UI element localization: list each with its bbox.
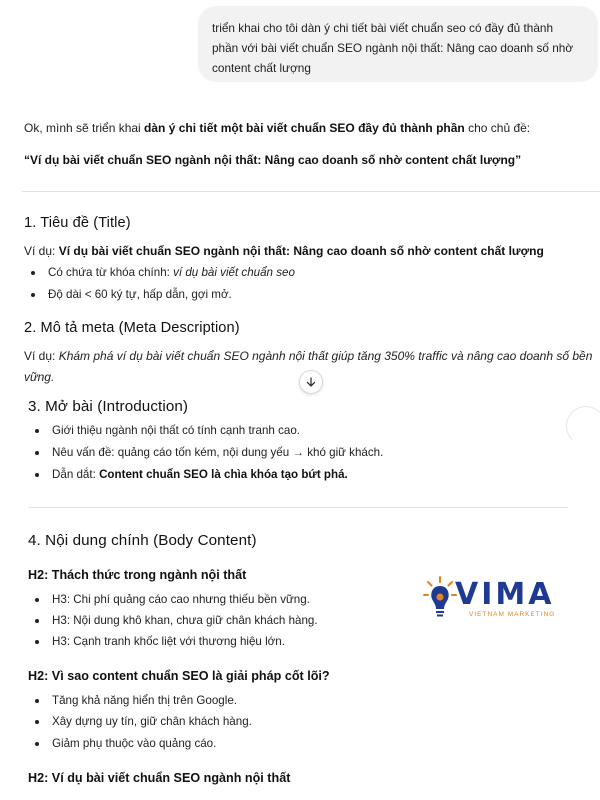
- list-item: Độ dài < 60 ký tự, hấp dẫn, gợi mở.: [26, 286, 232, 304]
- list-item: H3: Nội dung khô khan, chưa giữ chân khách hàng.: [30, 612, 318, 630]
- s2-example-cont: [24, 368, 54, 386]
- decorative-arc: [566, 406, 600, 446]
- s2-example-italic-2: vững.: [24, 370, 55, 384]
- divider: [22, 191, 600, 192]
- s2-example-italic: Khám phá ví dụ bài viết chuẩn SEO ngành nội thất giúp tăng 350% traffic và nâng cao doanh số bền: [58, 349, 593, 363]
- list-item: [26, 264, 295, 282]
- list-item: Giới thiệu ngành nội thất có tính cạnh tranh cao.: [30, 422, 300, 440]
- list-item: Tăng khả năng hiển thị trên Google.: [30, 692, 237, 710]
- section-4-heading: 4. Nội dung chính (Body Content): [28, 532, 257, 549]
- intro-topic-text: “Ví dụ bài viết chuẩn SEO ngành nội thất: Nâng cao doanh số nhờ content chất lượng”: [24, 153, 522, 167]
- scroll-down-button[interactable]: [299, 370, 323, 394]
- divider: [28, 507, 568, 508]
- intro-topic: [24, 151, 521, 169]
- s2-example: [24, 347, 592, 365]
- user-message-text: triển khai cho tôi dàn ý chi tiết bài viết chuẩn seo có đầy đủ thành phần với bài viết chuẩn SEO ngành nội thất: Nâng cao doanh số nhờ content chất lượng: [212, 21, 574, 75]
- s3-b3-prefix: Dẫn dắt:: [52, 468, 100, 481]
- h2-heading: H2: Vì sao content chuẩn SEO là giải pháp cốt lõi?: [28, 669, 330, 683]
- arrow-down-icon: [305, 376, 317, 388]
- h2-heading: H2: Ví dụ bài viết chuẩn SEO ngành nội thất: [28, 771, 291, 785]
- user-message-bubble: [198, 6, 598, 82]
- s3-b3-bold: Content chuẩn SEO là chìa khóa tạo bứt phá.: [99, 468, 348, 481]
- section-2-heading: 2. Mô tả meta (Meta Description): [24, 320, 240, 336]
- section-1-heading: 1. Tiêu đề (Title): [24, 215, 131, 231]
- list-item: H3: Chi phí quảng cáo cao nhưng thiếu bền vững.: [30, 591, 310, 609]
- h2-heading: H2: Thách thức trong ngành nội thất: [28, 568, 247, 582]
- s1-example-bold: Ví dụ bài viết chuẩn SEO ngành nội thất: Nâng cao doanh số nhờ content chất lượng: [58, 244, 544, 258]
- intro-line: [24, 119, 530, 137]
- list-item: H3: Cạnh tranh khốc liệt với thương hiệu lớn.: [30, 633, 285, 651]
- logo-word: VIMA: [455, 577, 555, 612]
- s2-example-prefix: Ví dụ:: [24, 349, 59, 363]
- list-item: Giảm phụ thuộc vào quảng cáo.: [30, 735, 216, 753]
- s1-example-prefix: Ví dụ:: [24, 244, 59, 258]
- list-item: [30, 466, 348, 484]
- logo-tagline: VIETNAM MARKETING: [469, 611, 556, 618]
- s1-example: [24, 242, 544, 260]
- vima-logo: [423, 575, 573, 625]
- intro-prefix: Ok, mình sẽ triển khai: [24, 121, 145, 135]
- intro-suffix: cho chủ đề:: [464, 121, 531, 135]
- s1-b1-italic: ví dụ bài viết chuẩn seo: [173, 266, 295, 279]
- list-item: Xây dựng uy tín, giữ chân khách hàng.: [30, 713, 252, 731]
- lightbulb-icon: [423, 575, 457, 625]
- s1-b1-prefix: Có chứa từ khóa chính:: [48, 266, 174, 279]
- list-item: Nêu vấn đề: quảng cáo tốn kém, nội dung yếu → khó giữ khách.: [30, 444, 383, 462]
- intro-bold: dàn ý chi tiết một bài viết chuẩn SEO đầy đủ thành phần: [144, 121, 465, 135]
- section-3-heading: 3. Mở bài (Introduction): [28, 398, 189, 415]
